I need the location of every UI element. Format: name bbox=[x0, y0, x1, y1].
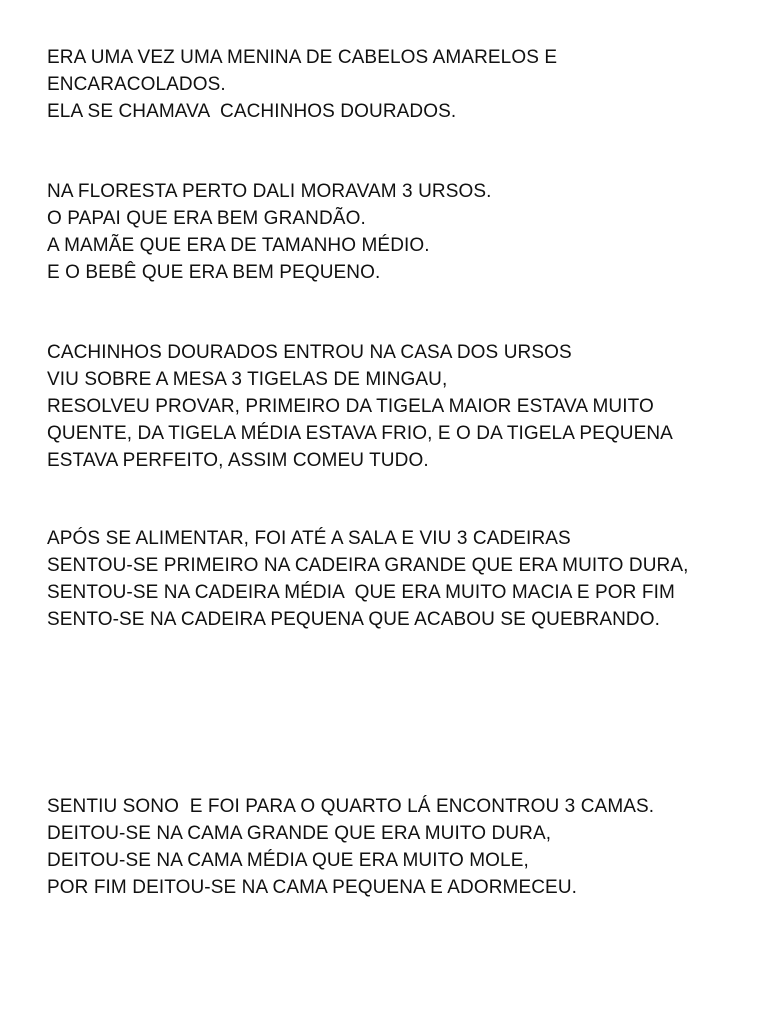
text-line: VIU SOBRE A MESA 3 TIGELAS DE MINGAU, bbox=[47, 369, 448, 390]
text-line: NA FLORESTA PERTO DALI MORAVAM 3 URSOS. bbox=[47, 181, 492, 202]
text-line: ESTAVA PERFEITO, ASSIM COMEU TUDO. bbox=[47, 450, 429, 471]
text-line: DEITOU-SE NA CAMA MÉDIA QUE ERA MUITO MOLE, bbox=[47, 850, 529, 871]
paragraph-beds bbox=[47, 793, 747, 901]
text-line: SENTO-SE NA CADEIRA PEQUENA QUE ACABOU SE QUEBRANDO. bbox=[47, 609, 661, 630]
text-line: A MAMÃE QUE ERA DE TAMANHO MÉDIO. bbox=[47, 235, 430, 256]
text-line: E O BEBÊ QUE ERA BEM PEQUENO. bbox=[47, 262, 381, 283]
text-line: ERA UMA VEZ UMA MENINA DE CABELOS AMARELOS E bbox=[47, 47, 558, 68]
text-line: SENTIU SONO E FOI PARA O QUARTO LÁ ENCONTROU 3 CAMAS. bbox=[47, 796, 655, 817]
text-line: CACHINHOS DOURADOS ENTROU NA CASA DOS URSOS bbox=[47, 342, 572, 363]
text-line: ENCARACOLADOS. bbox=[47, 74, 226, 95]
text-line: SENTOU-SE PRIMEIRO NA CADEIRA GRANDE QUE ERA MUITO DURA, bbox=[47, 555, 689, 576]
paragraph-bears bbox=[47, 178, 747, 286]
text-line: ELA SE CHAMAVA CACHINHOS DOURADOS. bbox=[47, 101, 457, 122]
text-line: SENTOU-SE NA CADEIRA MÉDIA QUE ERA MUITO MACIA E POR FIM bbox=[47, 582, 675, 603]
text-line: RESOLVEU PROVAR, PRIMEIRO DA TIGELA MAIOR ESTAVA MUITO bbox=[47, 396, 654, 417]
text-line: O PAPAI QUE ERA BEM GRANDÃO. bbox=[47, 208, 366, 229]
text-line: POR FIM DEITOU-SE NA CAMA PEQUENA E ADORMECEU. bbox=[47, 877, 578, 898]
text-line: APÓS SE ALIMENTAR, FOI ATÉ A SALA E VIU 3 CADEIRAS bbox=[47, 528, 571, 549]
text-line: DEITOU-SE NA CAMA GRANDE QUE ERA MUITO DURA, bbox=[47, 823, 552, 844]
paragraph-porridge bbox=[47, 339, 747, 474]
text-line: QUENTE, DA TIGELA MÉDIA ESTAVA FRIO, E O DA TIGELA PEQUENA bbox=[47, 423, 673, 444]
paragraph-intro bbox=[47, 44, 747, 125]
paragraph-chairs bbox=[47, 525, 747, 633]
